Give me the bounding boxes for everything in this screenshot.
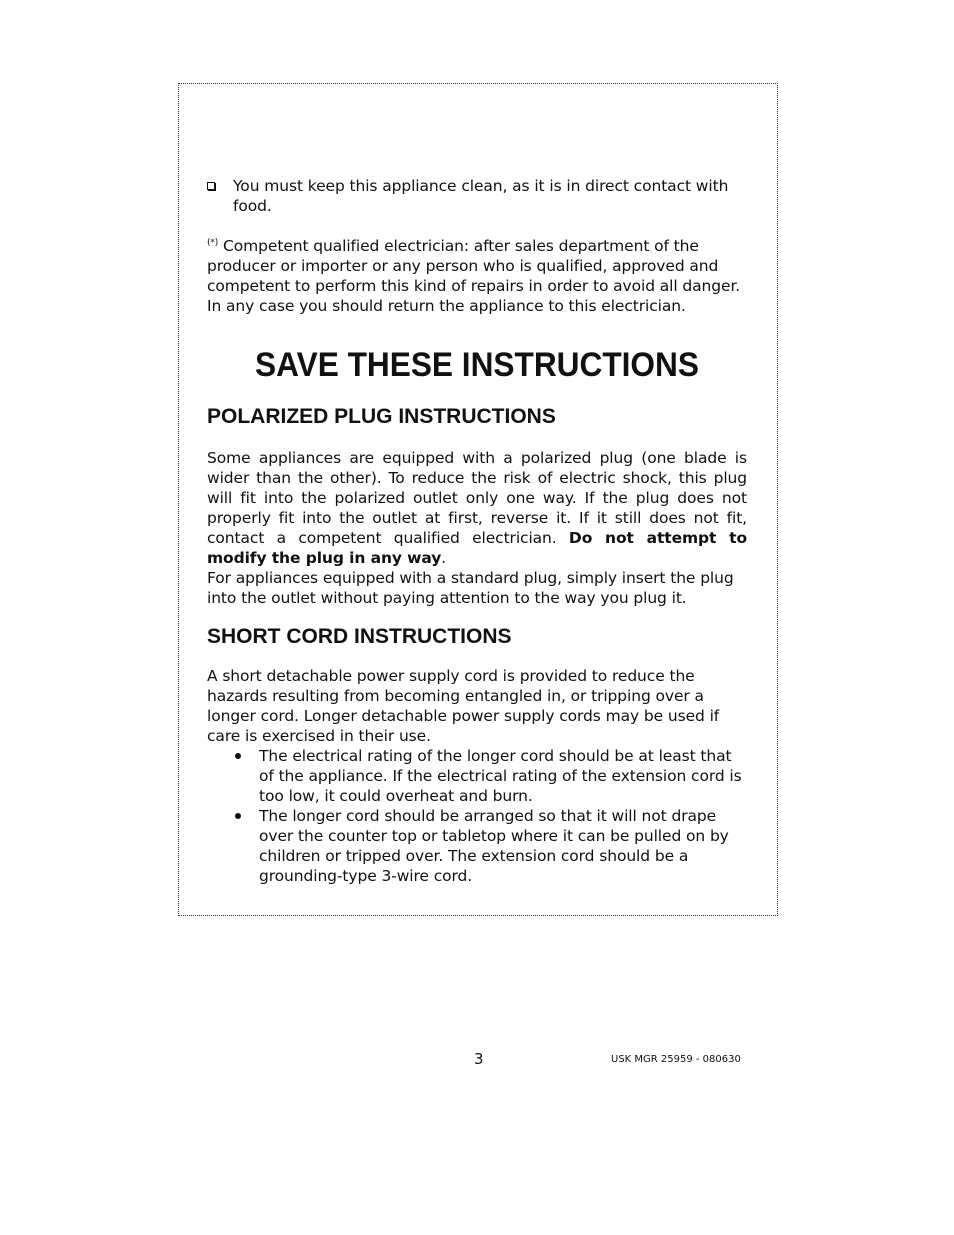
list-item-text: The electrical rating of the longer cord should be at least that of the appliance. If the electrical rating of the extension cord is too low, it could overheat and burn.	[259, 747, 742, 805]
bullet-text: You must keep this appliance clean, as it is in direct contact with food.	[233, 177, 729, 215]
short-cord-paragraph: A short detachable power supply cord is provided to reduce the hazards resulting from becoming entangled in, or tripping over a longer cord. Longer detachable power supply cords may be used if care is exercised in their use.	[207, 667, 720, 745]
standard-plug-paragraph: For appliances equipped with a standard plug, simply insert the plug into the outlet without paying attention to the way you plug it.	[207, 569, 734, 607]
list-item-text: The longer cord should be arranged so that it will not drape over the counter top or tabletop where it can be pulled on by children or tripped over. The extension cord should be a grounding-type 3-wire cord.	[259, 807, 729, 885]
footnote-text: Competent qualified electrician: after sales department of the producer or importer or any person who is qualified, approved and competent to perform this kind of repairs in order to avoid all danger. In any case you should return the appliance to this electrician.	[207, 237, 741, 315]
page-number: 3	[474, 1050, 484, 1068]
list-item	[207, 746, 747, 806]
footnote	[207, 236, 747, 316]
bullet-dot-icon	[235, 753, 241, 759]
list-item	[207, 806, 747, 886]
polarized-text: Some appliances are equipped with a polarized plug (one blade is wider than the other). To reduce the risk of electric shock, this plug will fit into the polarized outlet only one way. If the plug does not properly fit into the outlet at first, reverse it. If it still does not fit, contact a competent qualified electrician.	[207, 449, 747, 547]
polarized-period: .	[441, 549, 447, 567]
page-content	[207, 176, 747, 886]
short-cord-list	[207, 746, 747, 886]
square-bullet-icon	[207, 182, 215, 190]
main-title: SAVE THESE INSTRUCTIONS	[255, 346, 699, 384]
document-code: USK MGR 25959 - 080630	[611, 1054, 741, 1065]
polarized-plug-paragraph	[207, 448, 747, 568]
footnote-marker: (*)	[207, 238, 219, 248]
bullet-dot-icon	[235, 813, 241, 819]
square-bullet-item	[207, 176, 747, 216]
polarized-plug-heading: POLARIZED PLUG INSTRUCTIONS	[207, 405, 556, 428]
polarized-warning: Do not attempt to modify the plug in any way	[207, 529, 747, 567]
short-cord-heading: SHORT CORD INSTRUCTIONS	[207, 625, 512, 648]
